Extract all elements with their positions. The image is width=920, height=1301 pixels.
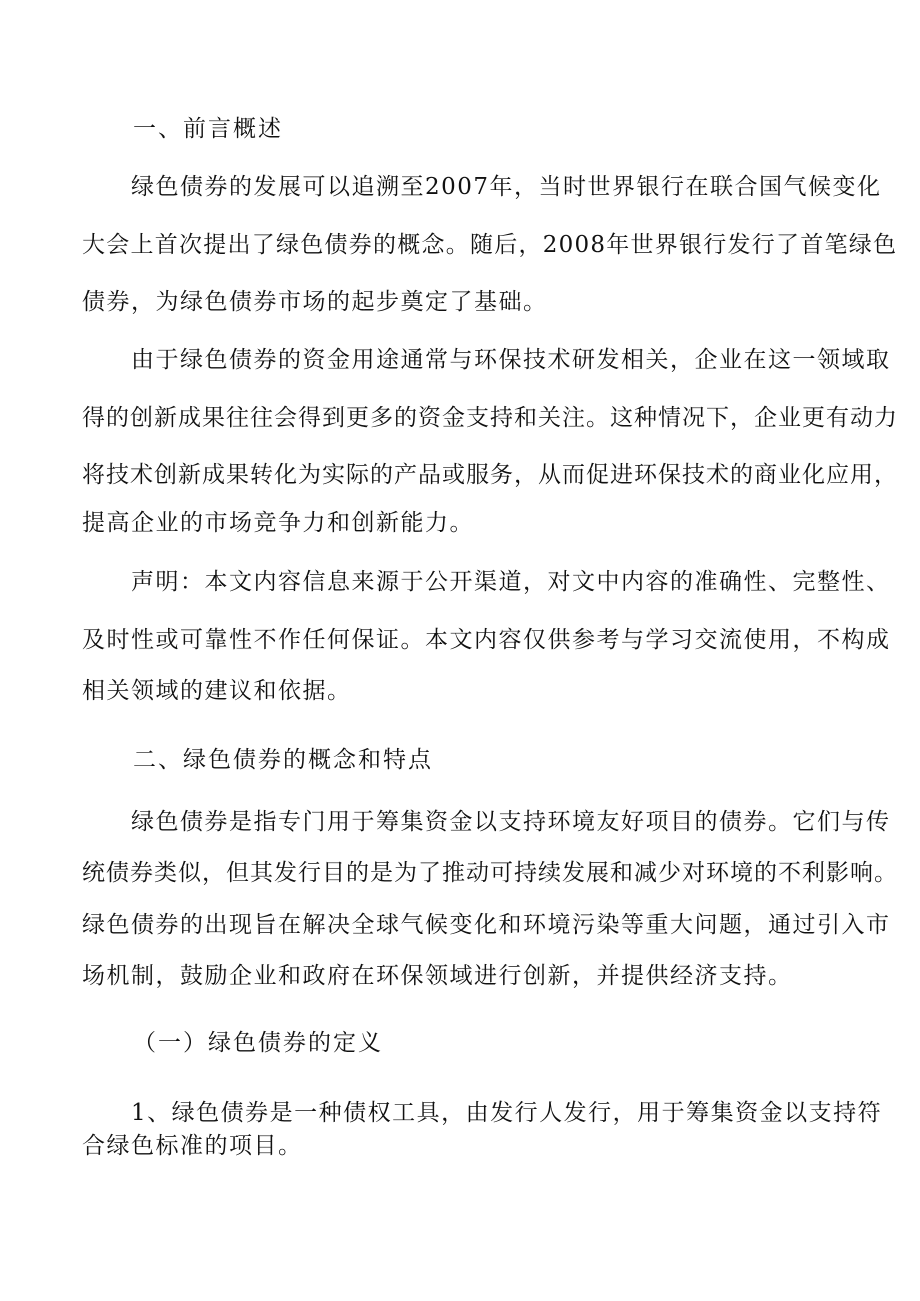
paragraph-line: 绿色债券是指专门用于筹集资金以支持环境友好项目的债券。它们与传 xyxy=(131,809,891,835)
section-heading-concept: 二、绿色债券的概念和特点 xyxy=(133,747,433,773)
paragraph-line: 1、绿色债券是一种债权工具，由发行人发行，用于筹集资金以支持符 xyxy=(131,1100,883,1126)
paragraph-line: 大会上首次提出了绿色债券的概念。随后，2008年世界银行发行了首笔绿色 xyxy=(82,232,898,258)
paragraph-line: 由于绿色债券的资金用途通常与环保技术研发相关，企业在这一领域取 xyxy=(131,347,891,373)
paragraph-line: 相关领域的建议和依据。 xyxy=(82,678,352,704)
paragraph-line: 绿色债券的发展可以追溯至2007年，当时世界银行在联合国气候变化 xyxy=(131,174,882,200)
paragraph-line: 绿色债券的出现旨在解决全球气候变化和环境污染等重大问题，通过引入市 xyxy=(82,912,891,938)
paragraph-line: 得的创新成果往往会得到更多的资金支持和关注。这种情况下，企业更有动力 xyxy=(82,405,898,431)
subsection-heading-definition: （一）绿色债券的定义 xyxy=(133,1030,383,1056)
paragraph-line: 统债券类似，但其发行目的是为了推动可持续发展和减少对环境的不利影响。 xyxy=(82,860,898,886)
paragraph-line: 场机制，鼓励企业和政府在环保领域进行创新，并提供经济支持。 xyxy=(82,963,793,989)
section-heading-preface: 一、前言概述 xyxy=(133,116,283,142)
paragraph-line: 债券，为绿色债券市场的起步奠定了基础。 xyxy=(82,289,548,315)
paragraph-line: 将技术创新成果转化为实际的产品或服务，从而促进环保技术的商业化应用， xyxy=(82,462,898,488)
paragraph-line: 合绿色标准的项目。 xyxy=(82,1133,303,1159)
paragraph-line: 提高企业的市场竞争力和创新能力。 xyxy=(82,510,474,536)
paragraph-line: 及时性或可靠性不作任何保证。本文内容仅供参考与学习交流使用，不构成 xyxy=(82,627,891,653)
paragraph-line: 声明：本文内容信息来源于公开渠道，对文中内容的准确性、完整性、 xyxy=(131,569,891,595)
